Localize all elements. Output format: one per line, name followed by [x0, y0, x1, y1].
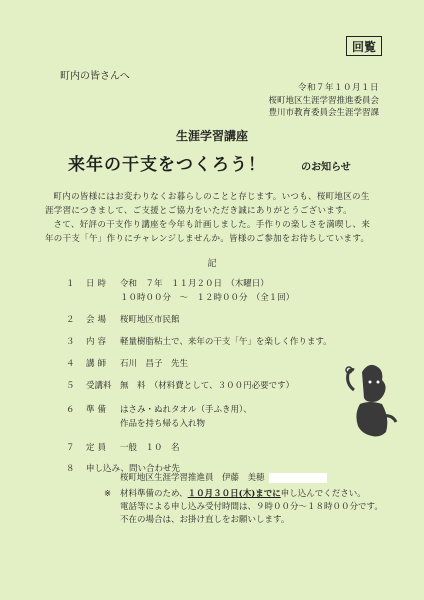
- circulation-stamp: 回覧: [346, 36, 382, 56]
- item-number: ６: [66, 405, 75, 415]
- item-value-2: １０時００分 ～ １２時００分 （全１回）: [120, 293, 295, 303]
- mascot-illustration: [340, 360, 400, 440]
- item-label: 日時: [86, 279, 110, 289]
- item-label: 申し込み、問い合わせ先: [86, 464, 181, 474]
- item-label: 定員: [86, 443, 110, 453]
- body-text: [45, 190, 387, 246]
- page-subtitle: 生涯学習講座: [175, 129, 248, 143]
- body-line-2: 涯学習につきまして、ご支援とご協力をいただき誠にありがとうございます。: [45, 206, 352, 216]
- page-title: 来年の干支をつくろう！: [68, 155, 266, 175]
- item-number: １: [66, 279, 75, 289]
- item-number: ３: [66, 337, 75, 347]
- deadline-text: １０月３０日(木)までに: [187, 489, 281, 499]
- note-text: [120, 488, 390, 527]
- issuer-org-2: 豊川市教育委員会生涯学習課: [268, 108, 379, 118]
- issue-date: 令和７年１０月１日: [297, 83, 379, 93]
- item-label: 準備: [86, 405, 110, 415]
- note-line-2: 電話等による申し込み受付時間は、９時００分～１８時００分です。: [120, 502, 383, 512]
- item-value: 桜町地区市民館: [120, 315, 180, 325]
- contact-person: [120, 471, 327, 483]
- item-value: 令和 ７年 １１月２０日 （木曜日）: [120, 279, 269, 289]
- item-label: 会場: [86, 315, 110, 325]
- contact-person-text: 桜町地区生涯学習推進員 伊藤 美穂: [120, 473, 265, 483]
- body-line-3: さて、好評の干支作り講座を今年も計画しました。手作りの楽しさを満喫し、来 年の干支「午」作りにチャレンジしませんか。皆様のご参加をお待ちしています。: [45, 220, 371, 244]
- ki-heading: 記: [207, 259, 217, 269]
- item-value: 軽量樹脂粘土で、来年の干支「午」を楽しく作ります。: [120, 337, 332, 347]
- item-label: 受講料: [86, 381, 112, 391]
- title-suffix: のお知らせ: [301, 162, 351, 173]
- note-line-3: 不在の場合は、お掛け直しをお願いします。: [120, 515, 290, 525]
- item-value: 無 料 （材料費として、３００円必要です）: [120, 381, 295, 391]
- item-number: ８: [66, 464, 75, 474]
- body-line-1: 町内の皆様にはお変わりなくお暮らしのことと存じます。いつも、桜町地区の生 涯学習につきまして、ご支援とご協力をいただき誠にありがとうございます。: [45, 192, 370, 216]
- item-label: 内容: [86, 337, 110, 347]
- item-value: 一般 １０ 名: [120, 443, 180, 453]
- redacted-highlight: [269, 473, 327, 483]
- note-mark: ※: [104, 489, 112, 499]
- item-number: ７: [66, 443, 75, 453]
- horse-mascot-icon: [346, 365, 396, 437]
- item-number: ４: [66, 359, 75, 369]
- item-value-2: 作品を持ち帰る入れ物: [120, 419, 206, 429]
- issuer-org-1: 桜町地区生涯学習推進委員会: [268, 96, 379, 106]
- item-label: 講師: [86, 359, 110, 369]
- title-row: [68, 150, 351, 175]
- item-value: はさみ・ぬれタオル（手ふき用）、: [120, 405, 252, 415]
- item-value: 石川 昌子 先生: [120, 359, 189, 369]
- item-number: ５: [66, 381, 75, 391]
- body-line-4: 年の干支「午」作りにチャレンジしませんか。皆様のご参加をお待ちしています。: [45, 234, 370, 244]
- greeting: 町内の皆さんへ: [60, 71, 130, 82]
- item-number: ２: [66, 315, 75, 325]
- note-line-1: 材料準備のため、１０月３０日(木)までに申し込んでください。: [120, 489, 366, 499]
